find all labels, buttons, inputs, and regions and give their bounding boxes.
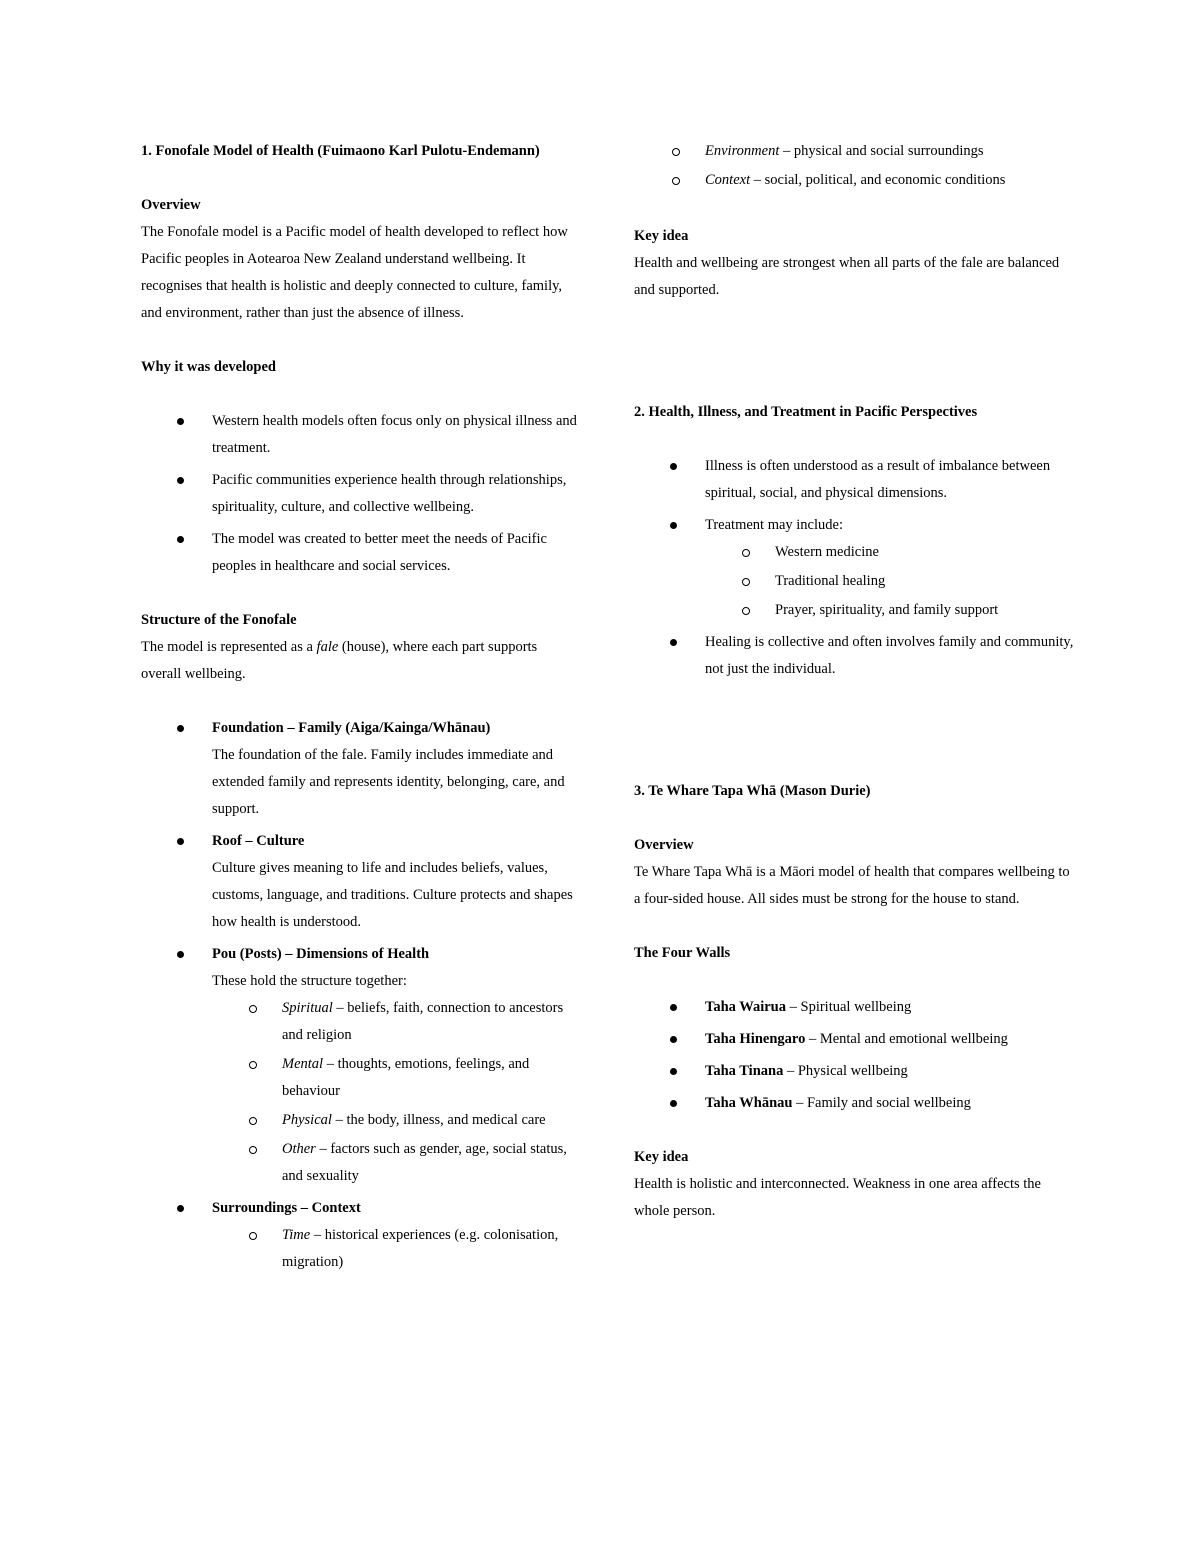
list-item-roof bbox=[141, 828, 581, 936]
section-2-title: 2. Health, Illness, and Treatment in Pacific Perspectives bbox=[634, 404, 978, 420]
circle-bullet-icon bbox=[672, 148, 680, 156]
list-item: Taha Hinengaro – Mental and emotional wellbeing bbox=[634, 1026, 1074, 1053]
bullet-icon bbox=[177, 536, 184, 543]
section-1-title: 1. Fonofale Model of Health (Fuimaono Karl Pulotu-Endemann) bbox=[141, 143, 540, 159]
sublist-item: Spiritual – beliefs, faith, connection to ancestors and religion bbox=[212, 995, 581, 1049]
key-idea-heading: Key idea bbox=[634, 228, 689, 244]
bullet-icon bbox=[177, 477, 184, 484]
right-column bbox=[634, 138, 1074, 1225]
bullet-icon bbox=[670, 639, 677, 646]
sublist-item: Physical – the body, illness, and medical care bbox=[212, 1107, 581, 1134]
sublist-item: Traditional healing bbox=[705, 568, 1074, 595]
list-item: The model was created to better meet the needs of Pacific peoples in healthcare and social services. bbox=[141, 526, 581, 580]
list-item: Pacific communities experience health through relationships, spirituality, culture, and collective wellbeing. bbox=[141, 467, 581, 521]
bullet-icon bbox=[177, 725, 184, 732]
bullet-icon bbox=[177, 951, 184, 958]
structure-intro: The model is represented as a fale (house), where each part supports overall wellbeing. bbox=[141, 639, 538, 682]
why-list bbox=[141, 408, 581, 580]
pou-text: These hold the structure together: bbox=[212, 973, 407, 989]
sublist-item: Context – social, political, and economic conditions bbox=[563, 167, 1074, 194]
circle-bullet-icon bbox=[742, 607, 750, 615]
circle-bullet-icon bbox=[249, 1232, 257, 1240]
bullet-icon bbox=[670, 1004, 677, 1011]
key-idea-text: Health and wellbeing are strongest when all parts of the fale are balanced and supported. bbox=[634, 255, 1060, 298]
circle-bullet-icon bbox=[742, 578, 750, 586]
sublist-item: Other – factors such as gender, age, social status, and sexuality bbox=[212, 1136, 581, 1190]
circle-bullet-icon bbox=[249, 1005, 257, 1013]
roof-title: Roof – Culture bbox=[212, 833, 305, 849]
bullet-icon bbox=[670, 463, 677, 470]
bullet-icon bbox=[670, 1036, 677, 1043]
list-item-pou bbox=[141, 941, 581, 1190]
roof-text: Culture gives meaning to life and includes beliefs, values, customs, language, and traditions. Culture protects and shapes how health is understood. bbox=[212, 860, 573, 930]
list-item-foundation bbox=[141, 715, 581, 823]
why-heading: Why it was developed bbox=[141, 359, 276, 375]
treatment-sublist bbox=[705, 539, 1074, 624]
sublist-item: Western medicine bbox=[705, 539, 1074, 566]
surroundings-title: Surroundings – Context bbox=[212, 1200, 361, 1216]
section-3-overview-text: Te Whare Tapa Whā is a Māori model of health that compares wellbeing to a four-sided house. All sides must be strong for the house to stand. bbox=[634, 864, 1070, 907]
context-sublist bbox=[563, 138, 1074, 194]
list-item-surroundings bbox=[141, 1195, 581, 1276]
bullet-icon bbox=[670, 1100, 677, 1107]
pou-sublist bbox=[212, 995, 581, 1190]
list-item: Healing is collective and often involves family and community, not just the individual. bbox=[634, 629, 1074, 683]
section-3-title: 3. Te Whare Tapa Whā (Mason Durie) bbox=[634, 783, 871, 799]
circle-bullet-icon bbox=[249, 1117, 257, 1125]
bullet-icon bbox=[177, 418, 184, 425]
bullet-icon bbox=[670, 522, 677, 529]
circle-bullet-icon bbox=[672, 177, 680, 185]
list-item: Illness is often understood as a result of imbalance between spiritual, social, and physical dimensions. bbox=[634, 453, 1074, 507]
foundation-text: The foundation of the fale. Family includes immediate and extended family and represents identity, belonging, care, and support. bbox=[212, 747, 565, 817]
key-idea-2-text: Health is holistic and interconnected. Weakness in one area affects the whole person. bbox=[634, 1176, 1041, 1219]
list-item: Taha Wairua – Spiritual wellbeing bbox=[634, 994, 1074, 1021]
circle-bullet-icon bbox=[249, 1061, 257, 1069]
sublist-item: Environment – physical and social surroundings bbox=[563, 138, 1074, 165]
sublist-item: Time – historical experiences (e.g. colonisation, migration) bbox=[212, 1222, 581, 1276]
section-3-overview-heading: Overview bbox=[634, 837, 694, 853]
four-walls-heading: The Four Walls bbox=[634, 945, 731, 961]
list-item: Treatment may include: Western medicine Traditional healing Prayer, spirituality, and family support bbox=[634, 512, 1074, 624]
list-item: Taha Tinana – Physical wellbeing bbox=[634, 1058, 1074, 1085]
surroundings-sublist bbox=[212, 1222, 581, 1276]
foundation-title: Foundation – Family (Aiga/Kainga/Whānau) bbox=[212, 720, 491, 736]
structure-list bbox=[141, 715, 581, 1276]
circle-bullet-icon bbox=[249, 1146, 257, 1154]
list-item: Taha Whānau – Family and social wellbeing bbox=[634, 1090, 1074, 1117]
bullet-icon bbox=[670, 1068, 677, 1075]
sublist-item: Mental – thoughts, emotions, feelings, and behaviour bbox=[212, 1051, 581, 1105]
structure-heading: Structure of the Fonofale bbox=[141, 612, 297, 628]
overview-text: The Fonofale model is a Pacific model of health developed to reflect how Pacific peoples in Aotearoa New Zealand understand wellbeing. It recognises that health is holistic and deeply connected to culture, family, and environment, rather than just the absence of illness. bbox=[141, 224, 568, 321]
bullet-icon bbox=[177, 838, 184, 845]
left-column bbox=[141, 138, 581, 1281]
sublist-item: Prayer, spirituality, and family support bbox=[705, 597, 1074, 624]
pou-title: Pou (Posts) – Dimensions of Health bbox=[212, 946, 430, 962]
circle-bullet-icon bbox=[742, 549, 750, 557]
overview-heading: Overview bbox=[141, 197, 201, 213]
four-walls-list bbox=[634, 994, 1074, 1117]
key-idea-2-heading: Key idea bbox=[634, 1149, 689, 1165]
list-item: Western health models often focus only on physical illness and treatment. bbox=[141, 408, 581, 462]
section-2-list bbox=[634, 453, 1074, 683]
bullet-icon bbox=[177, 1205, 184, 1212]
